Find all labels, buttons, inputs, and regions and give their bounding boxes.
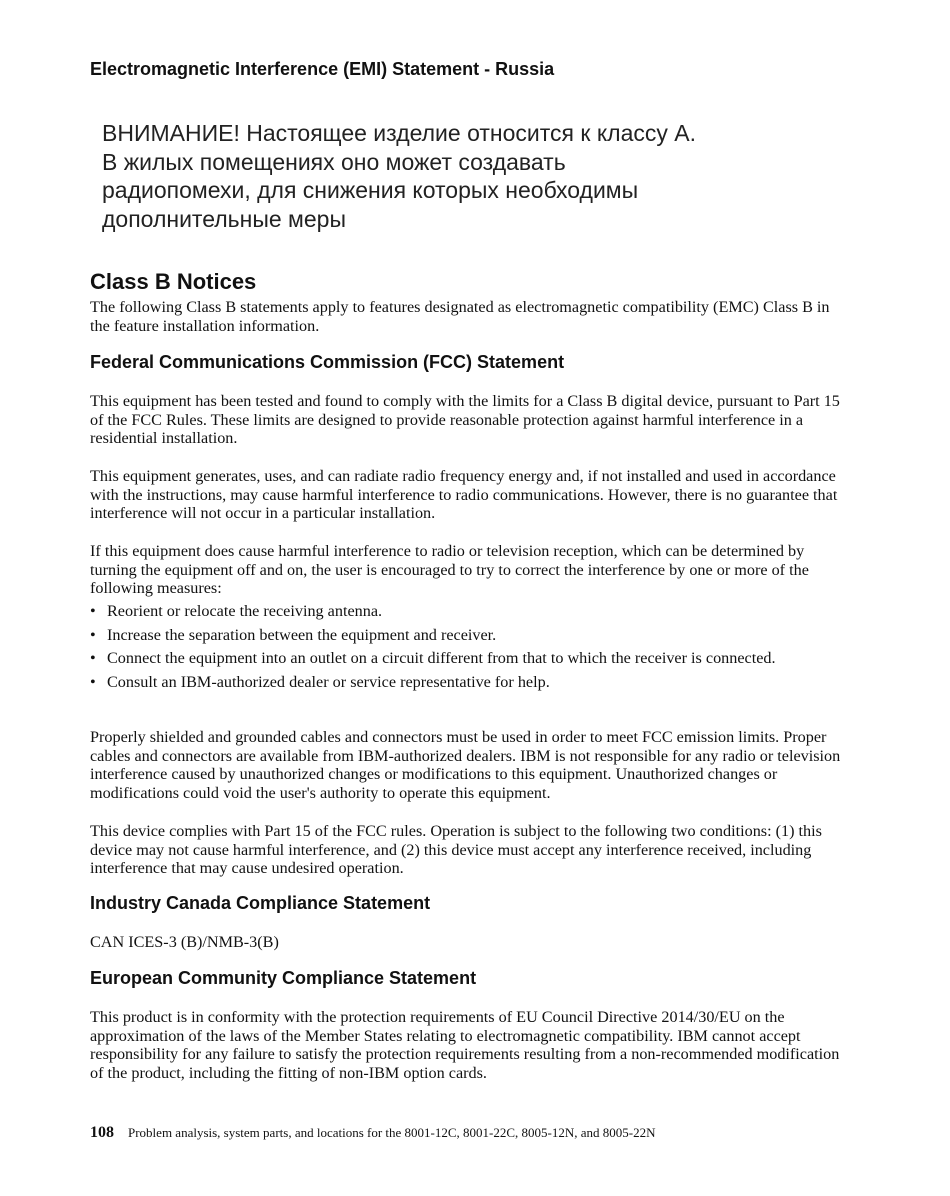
fcc-paragraph-3: If this equipment does cause harmful interference to radio or television reception, which can be determined by turning the equipment off and on, the user is encouraged to try to correct the interference by one or more of the following measures: [90,542,809,598]
russian-warning-notice [102,119,802,233]
list-item [90,626,842,645]
russian-notice-line: радиопомехи, для снижения которых необходимы [102,177,639,203]
page-number: 108 [90,1124,114,1141]
list-item [90,649,842,668]
page-footer [90,1124,656,1142]
emi-statement-heading: Electromagnetic Interference (EMI) Statement - Russia [90,59,555,79]
list-item [90,673,842,692]
bullet-icon: • [90,673,96,692]
russian-notice-line: дополнительные меры [102,205,346,232]
russian-notice-line: В жилых помещениях оно может создавать [102,148,566,175]
russian-notice-line: ВНИМАНИЕ! Настоящее изделие относится к классу А. [102,120,696,146]
fcc-statement-heading: Federal Communications Commission (FCC) Statement [90,352,565,372]
bullet-icon: • [90,625,96,644]
fcc-paragraph-5: This device complies with Part 15 of the FCC rules. Operation is subject to the following two conditions: (1) this device may not cause harmful interference, and (2) this device must accept any interference received, including interference that may cause undesired operation. [90,822,822,878]
class-b-intro-paragraph: The following Class B statements apply to features designated as electromagnetic compatibility (EMC) Class B in the feature installation information. [90,298,830,335]
industry-canada-heading: Industry Canada Compliance Statement [90,893,431,913]
industry-canada-text: CAN ICES-3 (B)/NMB-3(B) [90,933,279,951]
footer-text: Problem analysis, system parts, and locations for the 8001-12C, 8001-22C, 8005-12N, and 8005-22N [128,1125,656,1140]
fcc-measures-list [90,602,842,692]
list-item [90,602,842,621]
fcc-paragraph-4: Properly shielded and grounded cables and connectors must be used in order to meet FCC emission limits. Proper cables and connectors are available from IBM-authorized dealers. IBM is not responsible for any radio or television interference caused by unauthorized changes or modifications to this equipment. Unauthorized changes or modifications could void the user's authority to operate this equipment. [90,728,841,803]
fcc-paragraph-1: This equipment has been tested and found to comply with the limits for a Class B digital device, pursuant to Part 15 of the FCC Rules. These limits are designed to provide reasonable protection against harmful interference in a residential installation. [90,392,840,448]
european-community-heading: European Community Compliance Statement [90,968,477,988]
class-b-notices-heading: Class B Notices [90,269,257,294]
list-item-text: Reorient or relocate the receiving antenna. [107,602,383,620]
list-item-text: Consult an IBM-authorized dealer or service representative for help. [107,673,550,692]
list-item-text: Increase the separation between the equipment and receiver. [107,625,497,644]
bullet-icon: • [90,649,96,668]
bullet-icon: • [90,602,96,620]
list-item-text: Connect the equipment into an outlet on a circuit different from that to which the receiver is connected. [107,649,776,668]
fcc-paragraph-2: This equipment generates, uses, and can radiate radio frequency energy and, if not installed and used in accordance with the instructions, may cause harmful interference to radio communications. However, there is no guarantee that interference will not occur in a particular installation. [90,467,838,523]
european-community-text: This product is in conformity with the protection requirements of EU Council Directive 2014/30/EU on the approximation of the laws of the Member States relating to electromagnetic compatibility. IBM cannot accept responsibility for any failure to satisfy the protection requirements resulting from a non-recommended modification of the product, including the fitting of non-IBM option cards. [90,1008,840,1083]
